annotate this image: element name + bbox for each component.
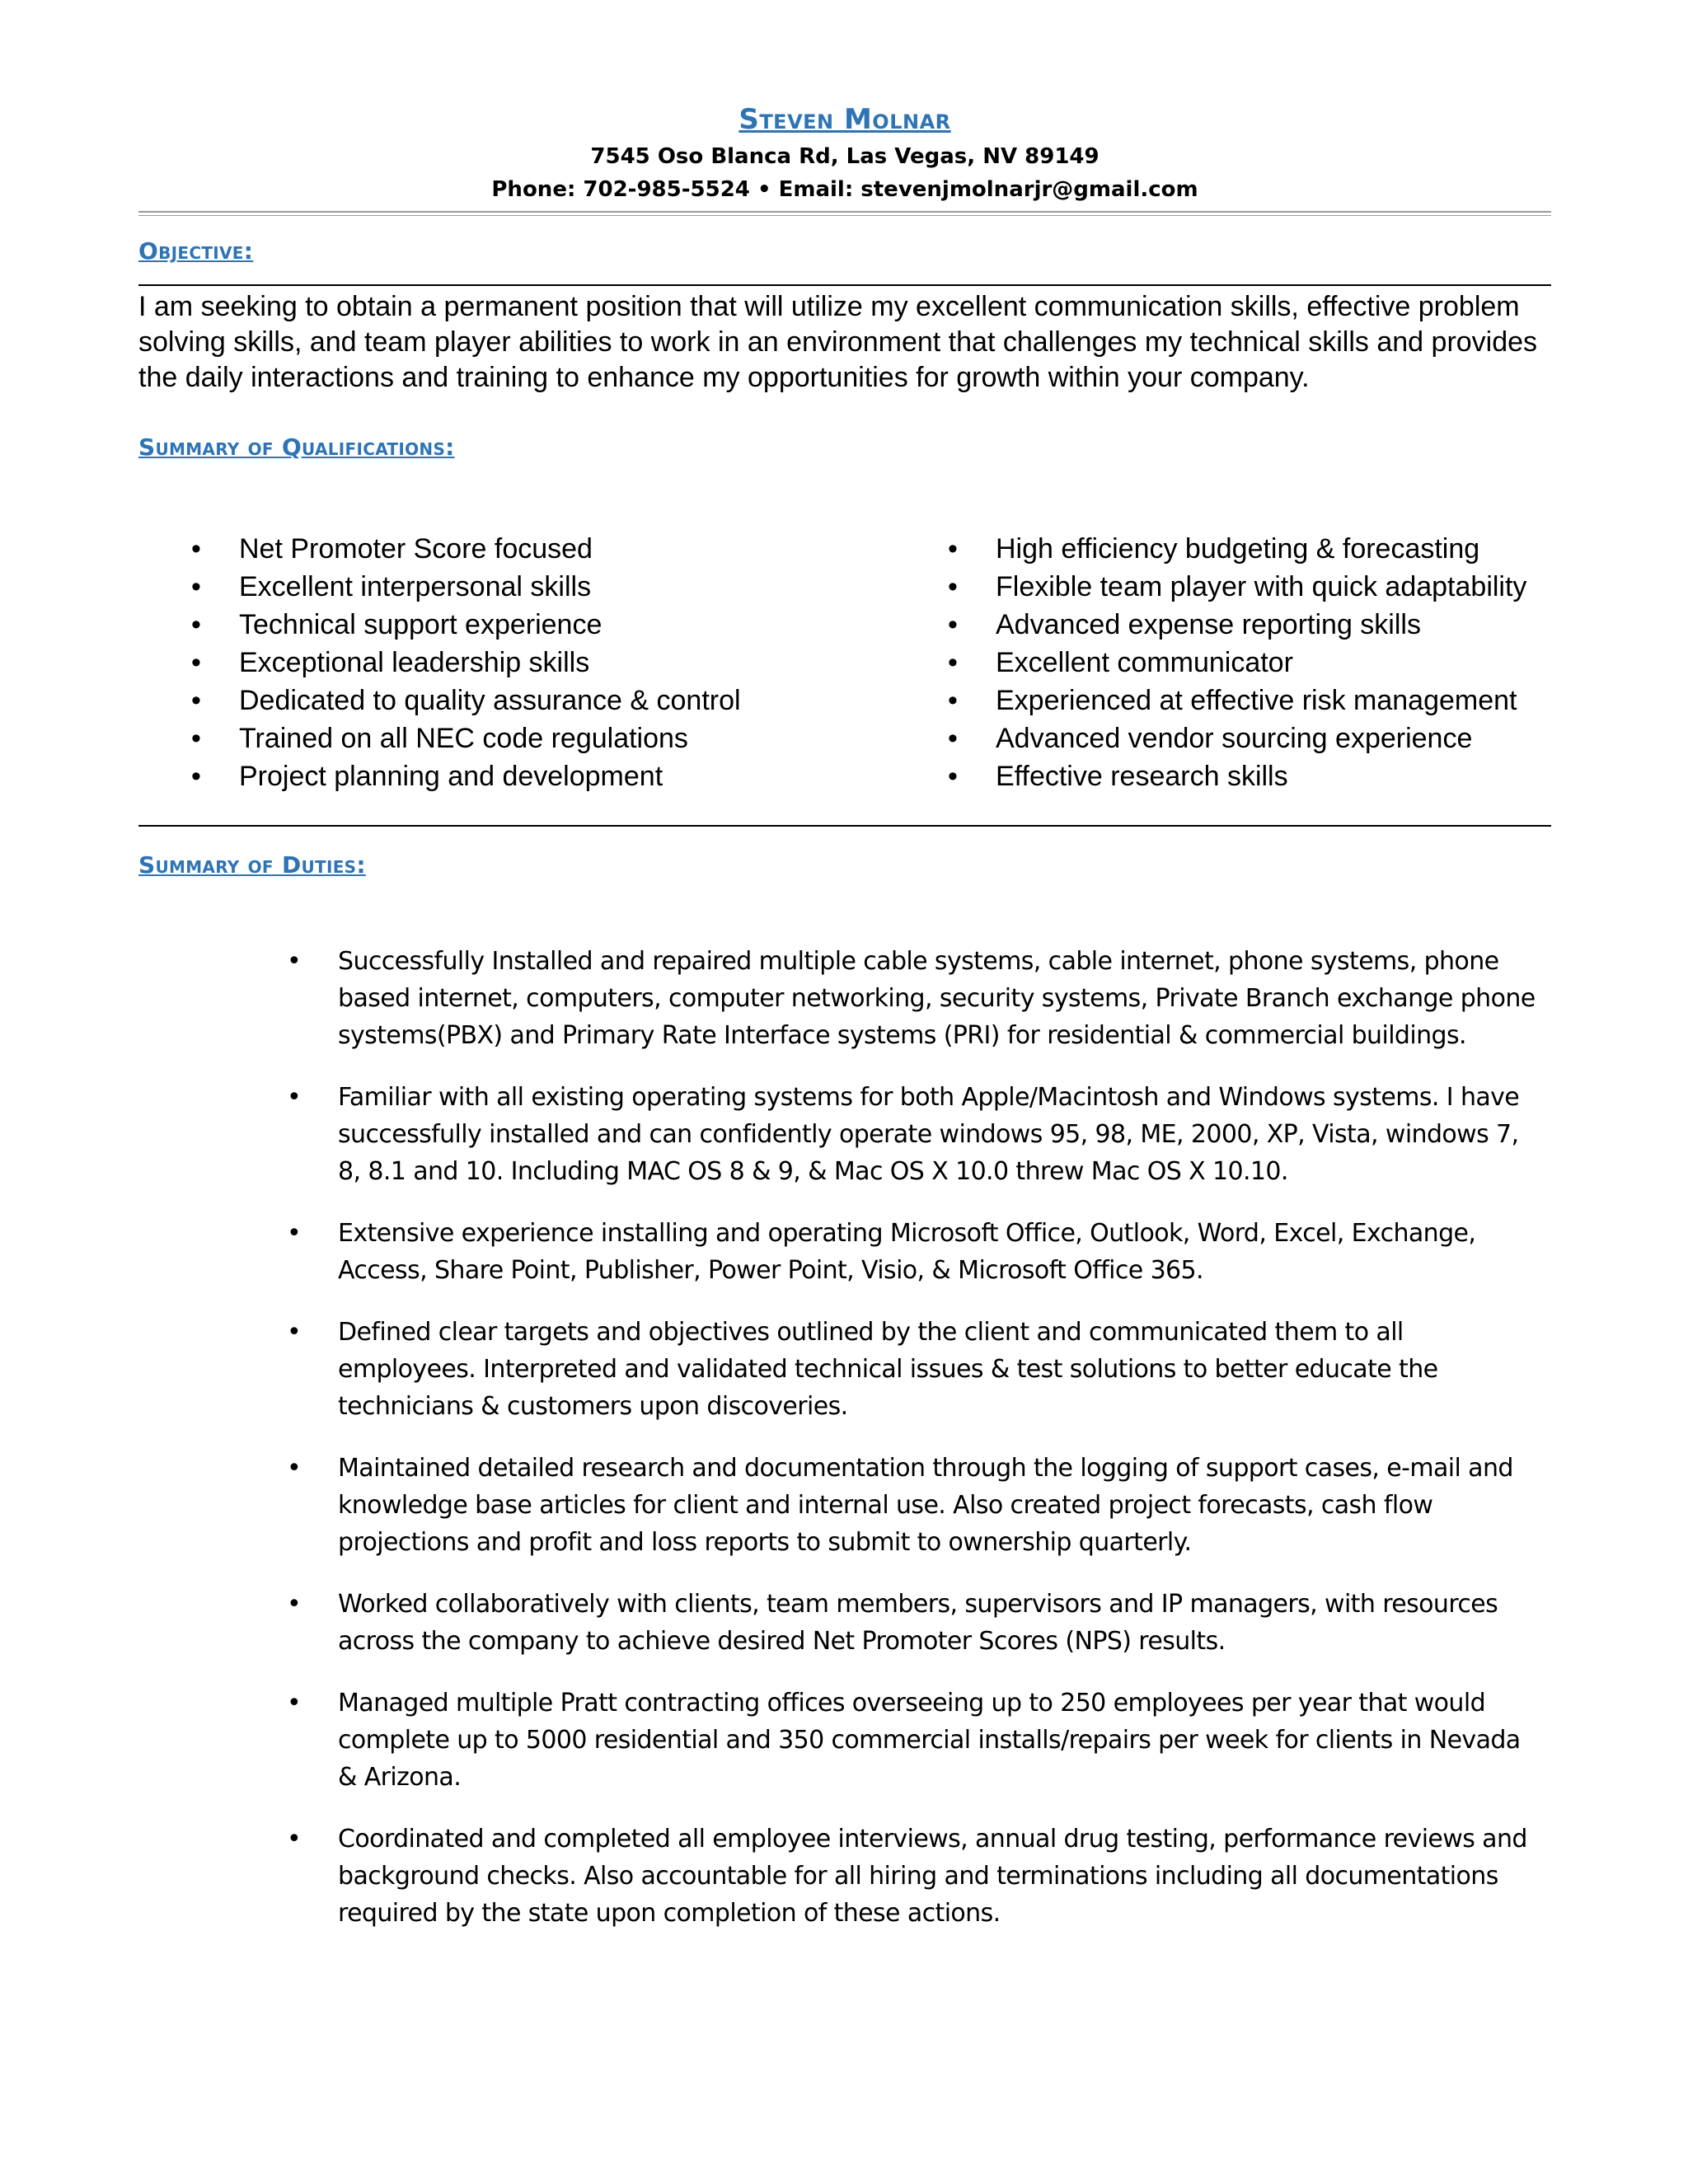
bullet-icon: • [191, 761, 201, 792]
qualification-item: • Technical support experience [138, 606, 895, 644]
duty-item: • Managed multiple Pratt contracting offices overseeing up to 250 employees per year that would complete up to 5000 residential and 350 commercial installs/repairs per week for clients in Nevada & Arizona. [138, 1685, 1551, 1796]
duties-list [138, 943, 1551, 1932]
objective-divider [138, 284, 1551, 286]
bullet-icon: • [948, 647, 958, 678]
bullet-icon: • [948, 609, 958, 640]
bullet-icon: • [287, 1318, 302, 1347]
qualification-item: • Excellent communicator [895, 644, 1551, 682]
resume-header [138, 99, 1551, 206]
qualifications-list [138, 530, 1551, 795]
duty-item: • Defined clear targets and objectives outlined by the client and communicated them to all employees. Interpreted and validated technical issues & test solutions to better educate the technicians & customers upon discoveries. [138, 1314, 1551, 1425]
objective-heading: Objective: [138, 237, 254, 265]
candidate-address: 7545 Oso Blanca Rd, Las Vegas, NV 89149 [590, 144, 1100, 169]
duty-item: • Successfully Installed and repaired multiple cable systems, cable internet, phone systems, phone based internet, computers, computer networking, security systems, Private Branch exchange phone systems(PBX) and Primary Rate Interface systems (PRI) for residential & commercial buildings. [138, 943, 1551, 1054]
bullet-icon: • [191, 723, 201, 754]
bullet-icon: • [191, 647, 201, 678]
duty-item: • Maintained detailed research and documentation through the logging of support cases, e-mail and knowledge base articles for client and internal use. Also created project forecasts, cash flow projections and profit and loss reports to submit to ownership quarterly. [138, 1450, 1551, 1561]
qualification-item: • High efficiency budgeting & forecasting [895, 530, 1551, 568]
qualification-item: • Advanced expense reporting skills [895, 606, 1551, 644]
bullet-icon: • [287, 1083, 302, 1112]
qualification-item: • Dedicated to quality assurance & control [138, 682, 895, 719]
bullet-icon: • [948, 685, 958, 716]
qualifications-divider [138, 825, 1551, 827]
qualification-item: • Trained on all NEC code regulations [138, 719, 895, 757]
bullet-icon: • [287, 1454, 302, 1483]
bullet-icon: • [287, 1590, 302, 1619]
duties-heading: Summary of Duties: [138, 851, 366, 879]
qualification-item: • Effective research skills [895, 757, 1551, 795]
bullet-icon: • [948, 761, 958, 792]
qualification-item: • Exceptional leadership skills [138, 644, 895, 682]
qualification-item: • Experienced at effective risk management [895, 682, 1551, 719]
qualification-item: • Net Promoter Score focused [138, 530, 895, 568]
candidate-contact: Phone: 702-985-5524 • Email: stevenjmolnarjr@gmail.com [491, 177, 1198, 202]
duty-item: • Coordinated and completed all employee interviews, annual drug testing, performance reviews and background checks. Also accountable for all hiring and terminations including all documentations required by the state upon completion of these actions. [138, 1821, 1551, 1932]
header-divider [138, 211, 1551, 216]
qualifications-heading: Summary of Qualifications: [138, 434, 455, 461]
qualification-item: • Excellent interpersonal skills [138, 568, 895, 606]
qualification-item: • Project planning and development [138, 757, 895, 795]
duty-item: • Familiar with all existing operating systems for both Apple/Macintosh and Windows systems. I have successfully installed and can confidently operate windows 95, 98, ME, 2000, XP, Vista, windows 7, 8, 8.1 and 10. Including MAC OS 8 & 9, & Mac OS X 10.0 threw Mac OS X 10.10. [138, 1079, 1551, 1190]
duty-item: • Extensive experience installing and operating Microsoft Office, Outlook, Word, Excel, Exchange, Access, Share Point, Publisher, Power Point, Visio, & Microsoft Office 365. [138, 1215, 1551, 1289]
bullet-icon: • [191, 609, 201, 640]
bullet-icon: • [948, 571, 958, 602]
bullet-icon: • [191, 685, 201, 716]
qualifications-left-column [138, 530, 895, 795]
qualification-item: • Advanced vendor sourcing experience [895, 719, 1551, 757]
qualification-item: • Flexible team player with quick adaptability [895, 568, 1551, 606]
qualifications-right-column [895, 530, 1551, 795]
bullet-icon: • [287, 1825, 302, 1854]
bullet-icon: • [287, 1689, 302, 1718]
bullet-icon: • [948, 533, 958, 565]
bullet-icon: • [948, 723, 958, 754]
candidate-name: Steven Molnar [738, 103, 951, 136]
bullet-icon: • [287, 947, 302, 976]
bullet-icon: • [287, 1219, 302, 1248]
objective-text: I am seeking to obtain a permanent position that will utilize my excellent communication skills, effective problem solving skills, and team player abilities to work in an environment that challenges my technical skills and provides the daily interactions and training to enhance my opportunities for growth within your company. [138, 291, 1538, 393]
duty-item: • Worked collaboratively with clients, team members, supervisors and IP managers, with resources across the company to achieve desired Net Promoter Scores (NPS) results. [138, 1586, 1551, 1660]
resume-page [138, 99, 1551, 1957]
bullet-icon: • [191, 533, 201, 565]
bullet-icon: • [191, 571, 201, 602]
